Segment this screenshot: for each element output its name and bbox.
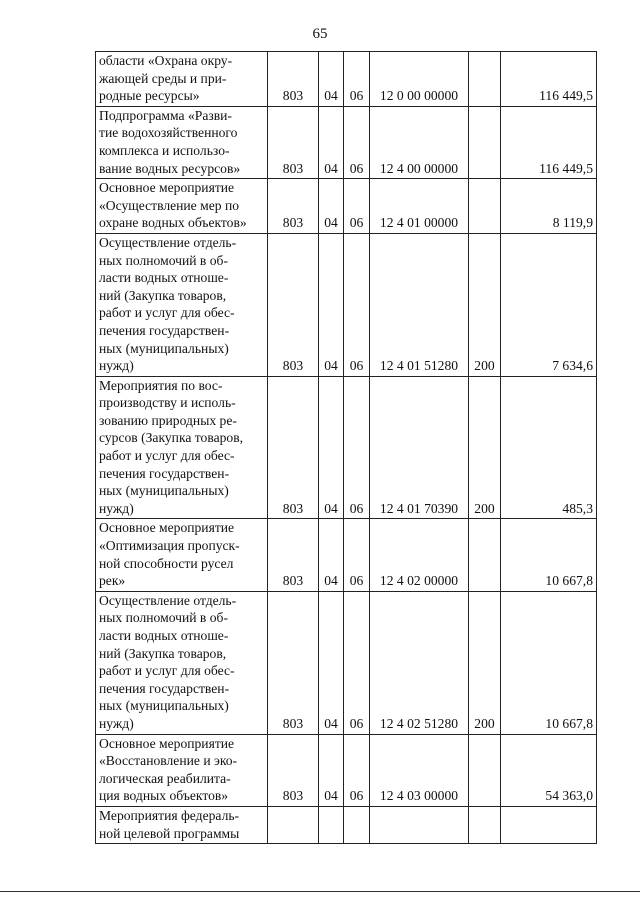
item-name-line: ласти водных отноше- <box>99 628 229 643</box>
item-name-line: Основное мероприятие <box>99 735 235 751</box>
section-cell: 04 <box>319 52 344 107</box>
item-name-line: Мероприятия федераль- <box>99 807 240 823</box>
grbs-cell: 803 <box>268 179 319 234</box>
section-cell: 04 <box>319 376 344 519</box>
table-row <box>96 233 597 376</box>
item-name-line: печения государствен- <box>99 465 230 481</box>
item-name-line: Основное мероприятие <box>99 180 235 196</box>
item-name-line: работ и услуг для обес- <box>99 448 235 464</box>
grbs-cell <box>268 806 319 843</box>
item-name-cell <box>96 519 268 591</box>
item-name-line: нужд) <box>99 358 134 374</box>
expense-type-cell <box>469 106 501 178</box>
grbs-cell: 803 <box>268 233 319 376</box>
item-name-line: ний (Закупка товаров, <box>99 645 227 661</box>
table-row <box>96 52 597 107</box>
item-name-line: Осуществление отдель- <box>99 234 237 250</box>
item-name-line: печения государствен- <box>99 680 230 696</box>
target-article-cell: 12 4 03 00000 <box>370 734 469 806</box>
section-cell: 04 <box>319 519 344 591</box>
amount-cell: 10 667,8 <box>501 591 597 734</box>
expense-type-cell <box>469 806 501 843</box>
item-name-line: жающей среды и при- <box>99 70 227 86</box>
expense-type-cell: 200 <box>469 233 501 376</box>
item-name-line: ной способности русел <box>99 555 234 571</box>
section-cell <box>319 806 344 843</box>
item-name-line: комплекса и использо- <box>99 142 230 158</box>
item-name-line: «Восстановление и эко- <box>99 753 238 769</box>
table-row <box>96 519 597 591</box>
item-name-cell <box>96 106 268 178</box>
target-article-cell: 12 4 01 51280 <box>370 233 469 376</box>
table-row <box>96 179 597 234</box>
section-cell: 04 <box>319 734 344 806</box>
item-name-line: работ и услуг для обес- <box>99 663 235 679</box>
item-name-cell <box>96 52 268 107</box>
item-name-line: нужд) <box>99 715 134 731</box>
item-name-line: работ и услуг для обес- <box>99 305 235 321</box>
item-name-line: логическая реабилита- <box>99 770 231 786</box>
item-name-line: Мероприятия по вос- <box>99 377 223 393</box>
item-name-line: нужд) <box>99 500 134 516</box>
table-row <box>96 734 597 806</box>
target-article-cell: 12 4 01 00000 <box>370 179 469 234</box>
item-name-line: Основное мероприятие <box>99 520 235 536</box>
item-name-line: ция водных объектов» <box>99 788 229 804</box>
amount-cell: 54 363,0 <box>501 734 597 806</box>
expense-type-cell <box>469 52 501 107</box>
grbs-cell: 803 <box>268 106 319 178</box>
item-name-line: ных (муниципальных) <box>99 698 229 714</box>
item-name-line: Осуществление отдель- <box>99 592 237 608</box>
item-name-line: зованию природных ре- <box>99 412 237 428</box>
page-number: 65 <box>312 26 328 42</box>
target-article-cell: 12 4 02 00000 <box>370 519 469 591</box>
item-name-cell <box>96 179 268 234</box>
amount-cell: 116 449,5 <box>501 52 597 107</box>
item-name-line: сурсов (Закупка товаров, <box>99 430 244 446</box>
table-row <box>96 591 597 734</box>
item-name-line: ной целевой программы <box>99 825 240 841</box>
item-name-cell <box>96 734 268 806</box>
item-name-line: области «Охрана окру- <box>99 53 233 68</box>
subsection-cell: 06 <box>344 179 370 234</box>
table-row <box>96 806 597 843</box>
item-name-line: рек» <box>99 573 126 589</box>
item-name-line: Подпрограмма «Разви- <box>99 107 232 123</box>
grbs-cell: 803 <box>268 591 319 734</box>
expense-type-cell <box>469 179 501 234</box>
section-cell: 04 <box>319 591 344 734</box>
expense-type-cell: 200 <box>469 376 501 519</box>
amount-cell: 116 449,5 <box>501 106 597 178</box>
item-name-line: ных (муниципальных) <box>99 483 229 499</box>
target-article-cell <box>370 806 469 843</box>
section-cell: 04 <box>319 179 344 234</box>
item-name-line: родные ресурсы» <box>99 88 200 104</box>
item-name-cell <box>96 591 268 734</box>
subsection-cell: 06 <box>344 376 370 519</box>
table-body <box>96 52 597 844</box>
subsection-cell: 06 <box>344 734 370 806</box>
item-name-line: «Осуществление мер по <box>99 197 240 213</box>
subsection-cell: 06 <box>344 519 370 591</box>
section-cell: 04 <box>319 233 344 376</box>
item-name-cell <box>96 233 268 376</box>
item-name-line: ний (Закупка товаров, <box>99 287 227 303</box>
item-name-line: охране водных объектов» <box>99 215 247 231</box>
table-row <box>96 376 597 519</box>
item-name-cell <box>96 376 268 519</box>
budget-table <box>95 51 597 844</box>
amount-cell: 8 119,9 <box>501 179 597 234</box>
amount-cell <box>501 806 597 843</box>
grbs-cell: 803 <box>268 734 319 806</box>
table-row <box>96 106 597 178</box>
expense-type-cell: 200 <box>469 591 501 734</box>
target-article-cell: 12 4 01 70390 <box>370 376 469 519</box>
section-cell: 04 <box>319 106 344 178</box>
subsection-cell: 06 <box>344 233 370 376</box>
item-name-line: «Оптимизация пропуск- <box>99 538 240 554</box>
item-name-line: ных (муниципальных) <box>99 340 229 356</box>
expense-type-cell <box>469 519 501 591</box>
item-name-line: ласти водных отноше- <box>99 270 229 286</box>
amount-cell: 485,3 <box>501 376 597 519</box>
item-name-line: вание водных ресурсов» <box>99 160 241 176</box>
grbs-cell: 803 <box>268 519 319 591</box>
subsection-cell: 06 <box>344 106 370 178</box>
grbs-cell: 803 <box>268 52 319 107</box>
amount-cell: 10 667,8 <box>501 519 597 591</box>
grbs-cell: 803 <box>268 376 319 519</box>
amount-cell: 7 634,6 <box>501 233 597 376</box>
subsection-cell <box>344 806 370 843</box>
item-name-line: ных полномочий в об- <box>99 610 228 626</box>
target-article-cell: 12 4 02 51280 <box>370 591 469 734</box>
subsection-cell: 06 <box>344 591 370 734</box>
expense-type-cell <box>469 734 501 806</box>
item-name-line: производству и исполь- <box>99 395 236 411</box>
item-name-line: тие водохозяйственного <box>99 125 238 141</box>
page-bottom-rule <box>0 891 640 892</box>
target-article-cell: 12 0 00 00000 <box>370 52 469 107</box>
item-name-cell <box>96 806 268 843</box>
item-name-line: печения государствен- <box>99 322 230 338</box>
target-article-cell: 12 4 00 00000 <box>370 106 469 178</box>
subsection-cell: 06 <box>344 52 370 107</box>
item-name-line: ных полномочий в об- <box>99 252 228 268</box>
